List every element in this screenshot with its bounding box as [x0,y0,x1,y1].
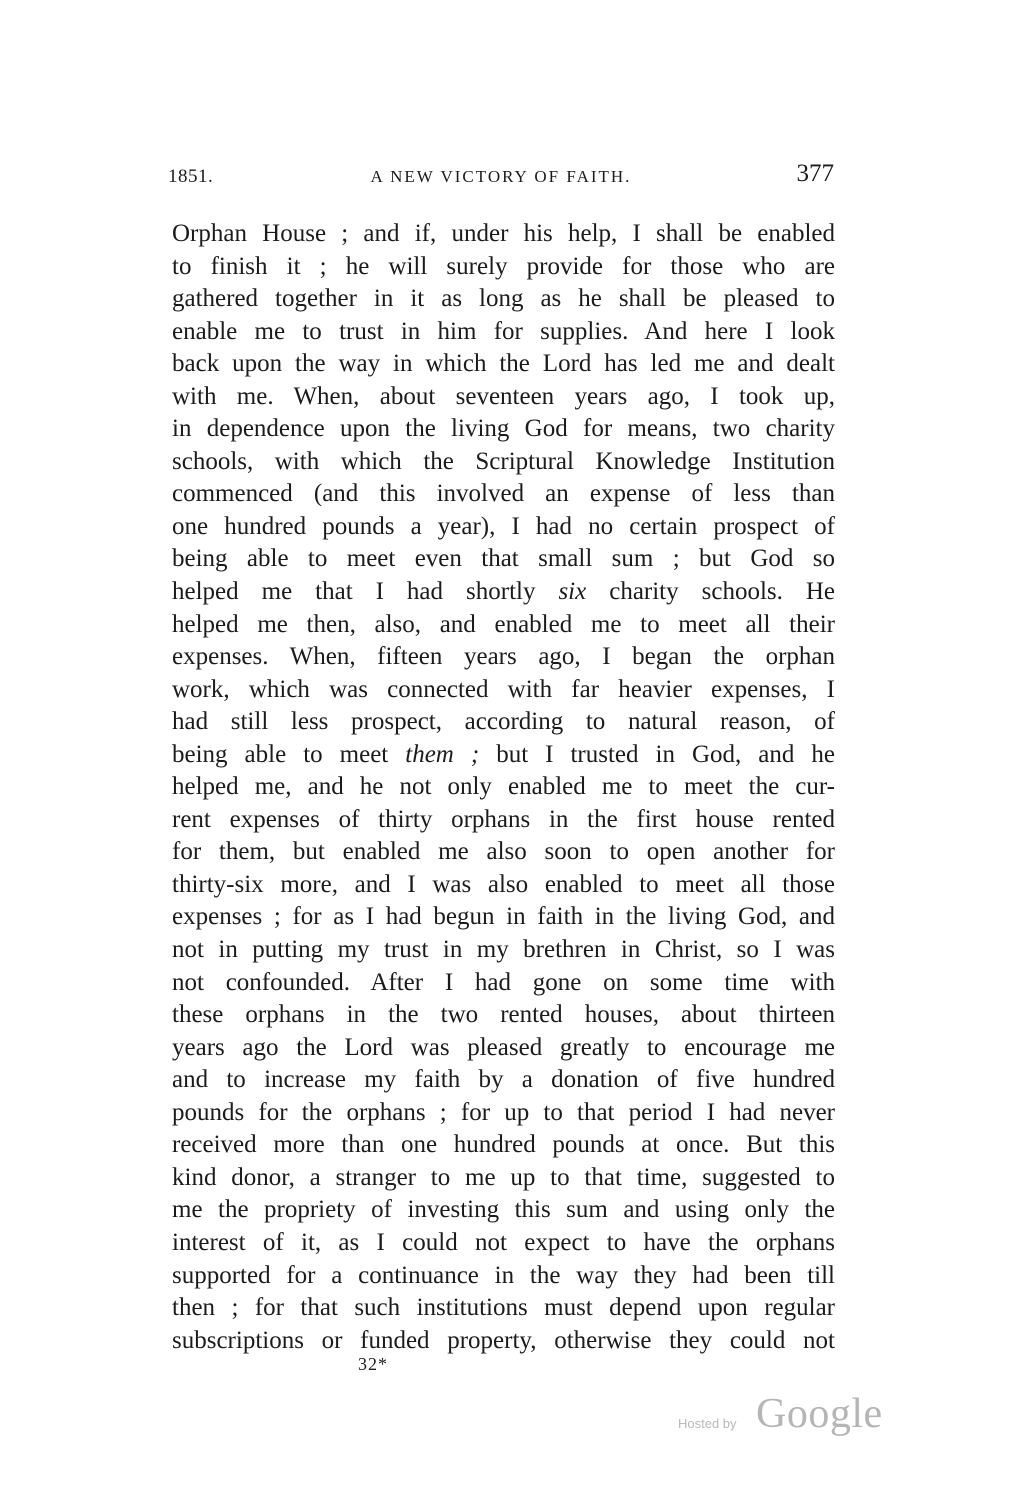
text-line: not in putting my trust in my brethren in Christ, so I was [172,936,835,964]
text-line: kind donor, a stranger to me up to that time, suggested to [172,1163,835,1191]
text-line: enable me to trust in him for supplies. And here I look [172,317,835,345]
text-line: helped me, and he not only enabled me to meet the cur- [172,773,835,801]
text-line: with me. When, about seventeen years ago, I took up, [172,382,835,410]
text-line: one hundred pounds a year), I had no certain prospect of [172,512,835,540]
italic-emphasis: them ; [405,740,480,768]
text-line: these orphans in the two rented houses, about thirteen [172,1001,835,1029]
text-line: thirty-six more, and I was also enabled to meet all those [172,870,835,898]
italic-emphasis: six [558,578,587,606]
running-head [168,160,834,194]
running-head-title: A NEW VICTORY OF FAITH. [370,167,632,186]
text-line: interest of it, as I could not expect to have the orphans [172,1228,835,1256]
text-line: subscriptions or funded property, otherwise they could not [172,1326,835,1354]
text-line: had still less prospect, according to natural reason, of [172,708,835,736]
text-line: work, which was connected with far heavier expenses, I [172,675,835,703]
text-line: schools, with which the Scriptural Knowledge Institution [172,447,835,475]
text-line: for them, but enabled me also soon to open another for [172,838,835,866]
text-line: me the propriety of investing this sum and using only the [172,1196,835,1224]
text-line: in dependence upon the living God for means, two charity [172,415,835,443]
text-line: supported for a continuance in the way they had been till [172,1261,835,1289]
text-line: expenses. When, fifteen years ago, I began the orphan [172,643,835,671]
text-line: back upon the way in which the Lord has led me and dealt [172,350,835,378]
text-line: and to increase my faith by a donation of five hundred [172,1066,835,1094]
text-line: helped me that I had shortly six charity schools. He [172,578,835,606]
hosted-by-google-watermark [678,1390,888,1446]
text-line: Orphan House ; and if, under his help, I shall be enabled [172,220,835,247]
body-text [172,218,835,1357]
page-number: 377 [796,160,834,187]
text-line: years ago the Lord was pleased greatly to encourage me [172,1033,835,1061]
text-line: expenses ; for as I had begun in faith in the living God, and [172,903,835,931]
text-line: not confounded. After I had gone on some time with [172,968,835,996]
text-line: received more than one hundred pounds at once. But this [172,1131,835,1159]
text-line: rent expenses of thirty orphans in the first house rented [172,805,835,833]
signature-mark: 32* [358,1354,388,1374]
watermark-hosted-by: Hosted by [678,1416,737,1431]
text-line: being able to meet them ; but I trusted in God, and he [172,740,835,768]
running-head-year: 1851. [168,166,214,187]
text-line: to finish it ; he will surely provide for those who are [172,252,835,280]
text-line: pounds for the orphans ; for up to that period I had never [172,1098,835,1126]
text-line: helped me then, also, and enabled me to meet all their [172,610,835,638]
text-line: then ; for that such institutions must depend upon regular [172,1294,835,1322]
text-line: gathered together in it as long as he shall be pleased to [172,285,835,313]
google-logo: Google [756,1391,883,1437]
text-line: being able to meet even that small sum ; but God so [172,545,835,573]
text-line: commenced (and this involved an expense of less than [172,480,835,508]
